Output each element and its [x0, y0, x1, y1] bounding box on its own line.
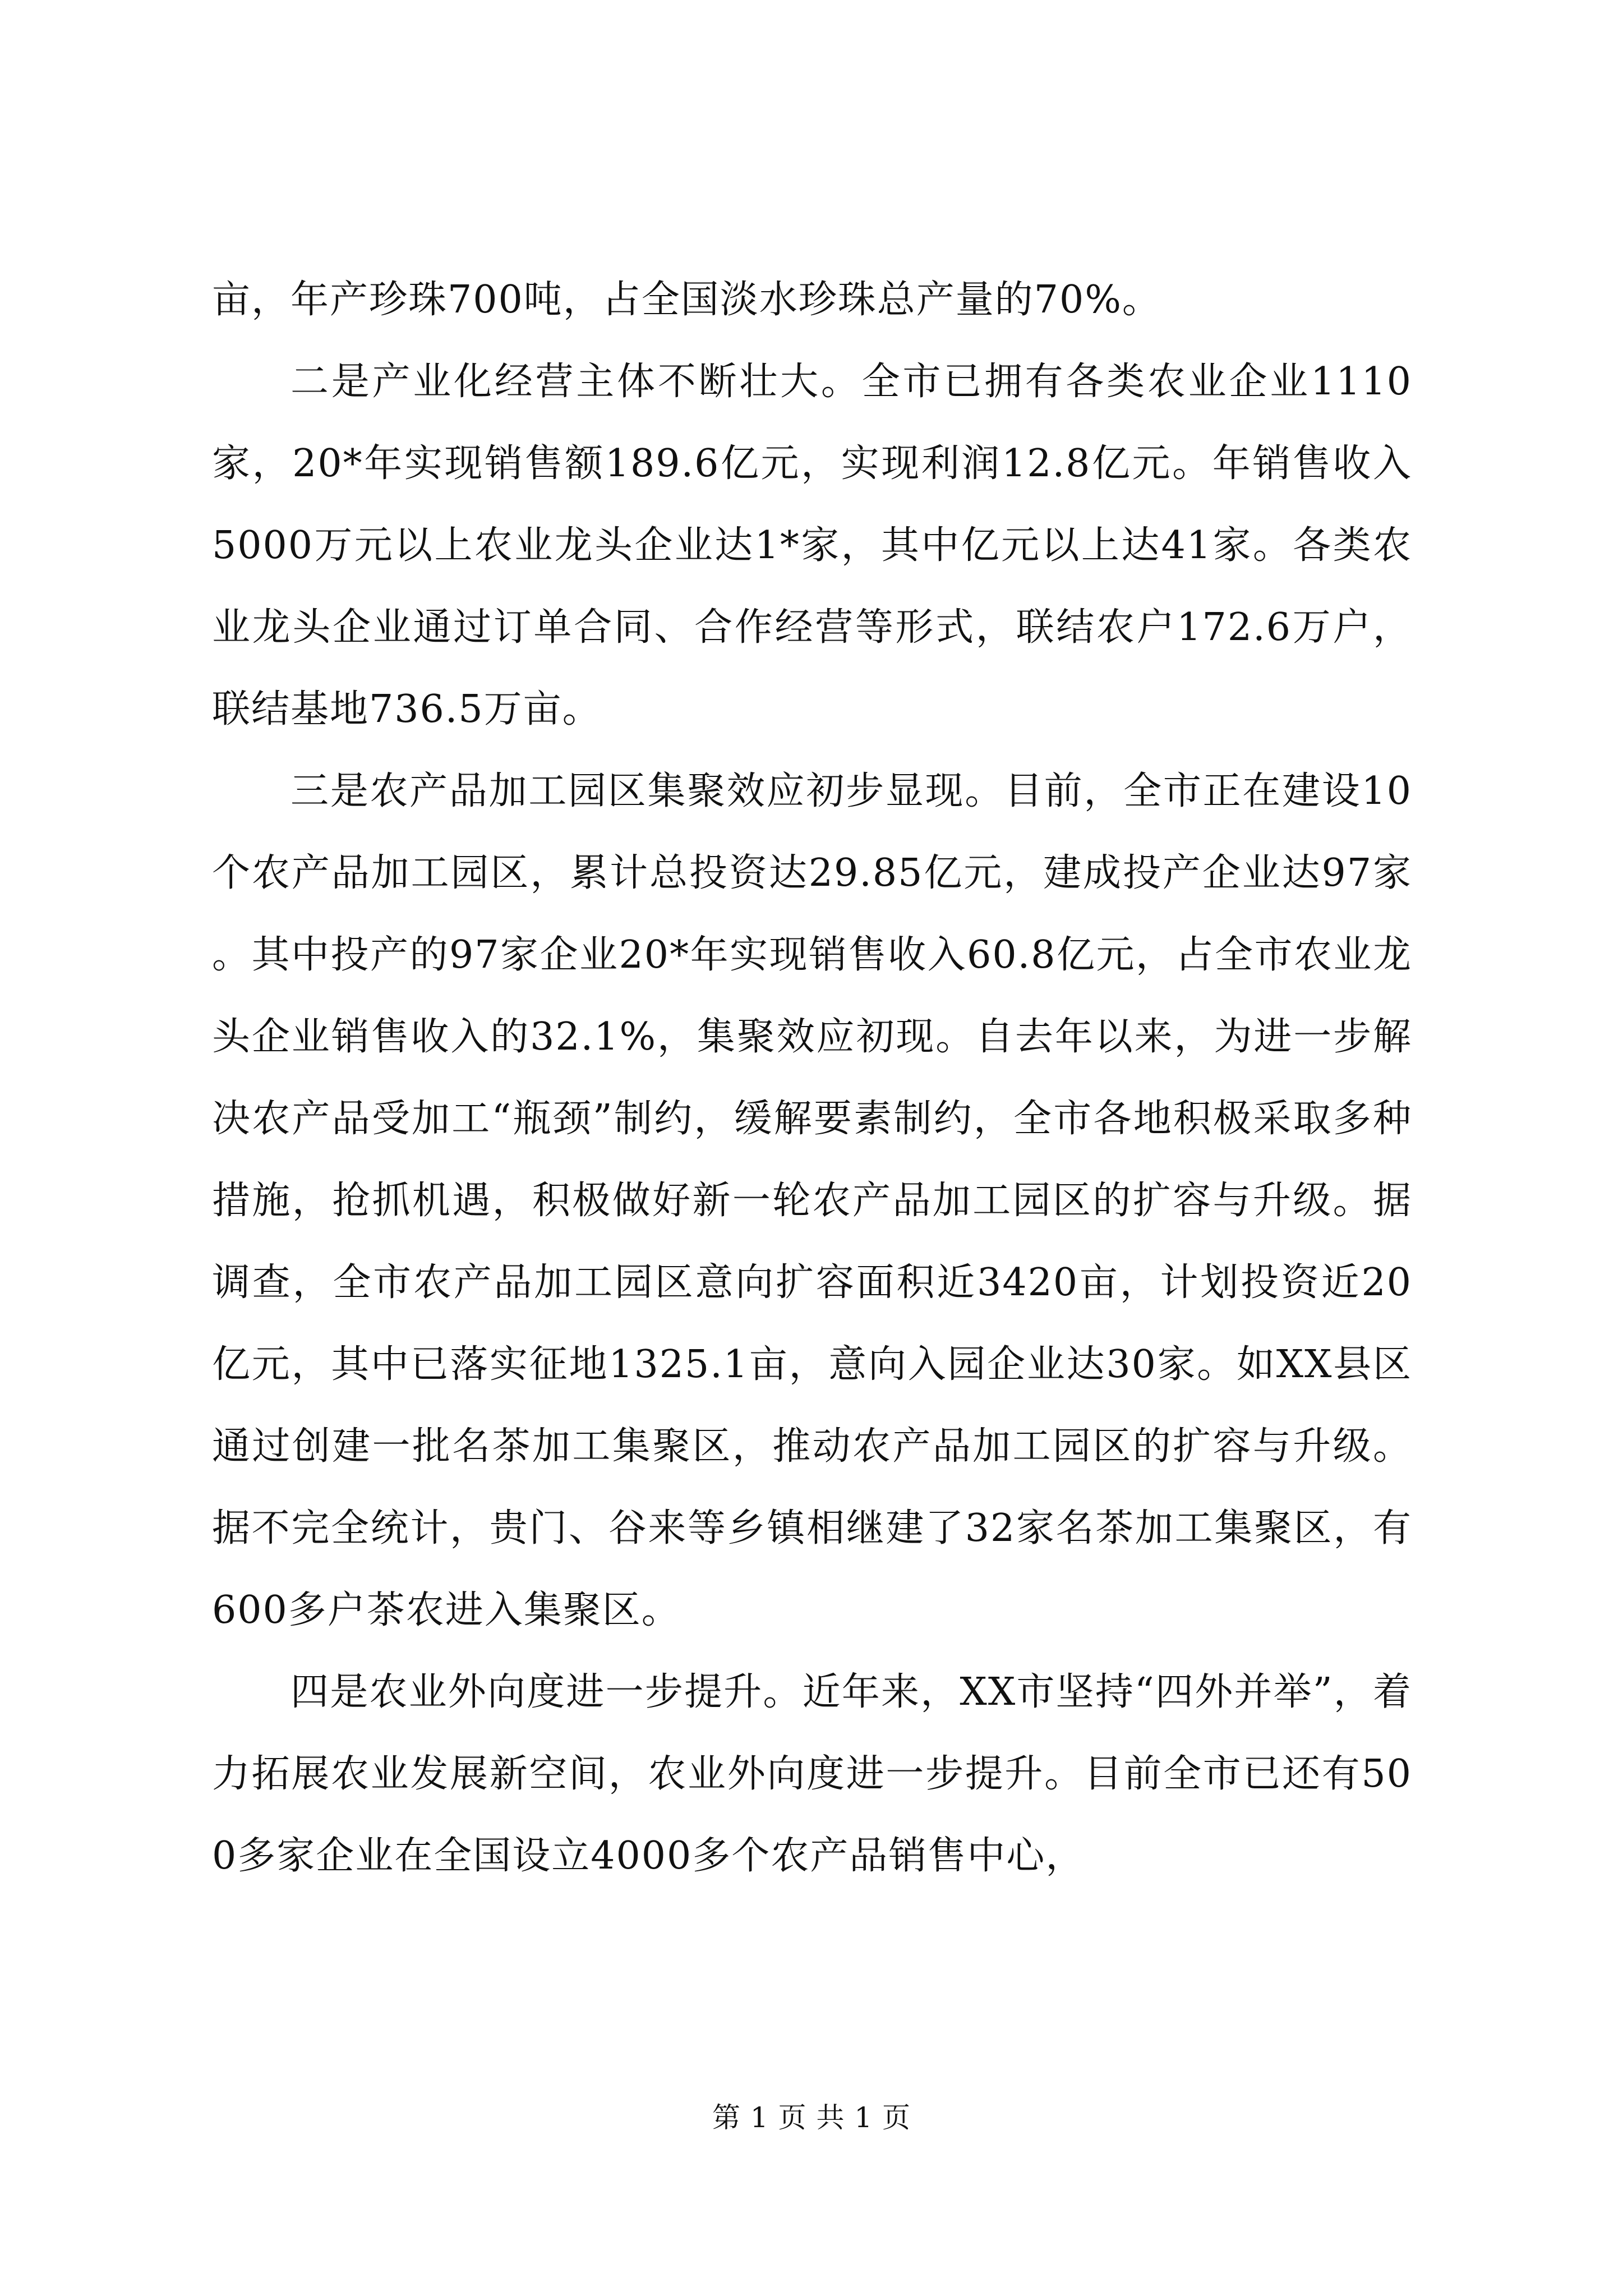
paragraph-industrialization: 二是产业化经营主体不断壮大。全市已拥有各类农业企业1110家，20*年实现销售额189.6亿元，实现利润12.8亿元。年销售收入5000万元以上农业龙头企业达1*家，其中亿元以上达41家。各类农业龙头企业通过订单合同、合作经营等形式，联结农户172.6万户，联结基地736.5万亩。	[212, 360, 1412, 731]
paragraph-export-orientation: 四是农业外向度进一步提升。近年来，XX市坚持“四外并举”，着力拓展农业发展新空间，农业外向度进一步提升。目前全市已还有500多家企业在全国设立4000多个农产品销售中心，	[212, 1670, 1412, 1878]
page-footer: 第 1 页 共 1 页	[712, 2101, 911, 2134]
paragraph-processing-parks: 三是农产品加工园区集聚效应初步显现。目前，全市正在建设10个农产品加工园区，累计总投资达29.85亿元，建成投产企业达97家。其中投产的97家企业20*年实现销售收入60.8亿元，占全市农业龙头企业销售收入的32.1%，集聚效应初现。自去年以来，为进一步解决农产品受加工“瓶颈”制约，缓解要素制约，全市各地积极采取多种措施，抢抓机遇，积极做好新一轮农产品加工园区的扩容与升级。据调查，全市农产品加工园区意向扩容面积近3420亩，计划投资近20亿元，其中已落实征地1325.1亩，意向入园企业达30家。如XX县区通过创建一批名茶加工集聚区，推动农产品加工园区的扩容与升级。据不完全统计，贵门、谷来等乡镇相继建了32家名茶加工集聚区，有600多户茶农进入集聚区。	[212, 769, 1412, 1632]
paragraph-continuation: 亩，年产珍珠700吨，占全国淡水珍珠总产量的70%。	[212, 278, 1161, 322]
document-body	[212, 259, 1412, 1897]
